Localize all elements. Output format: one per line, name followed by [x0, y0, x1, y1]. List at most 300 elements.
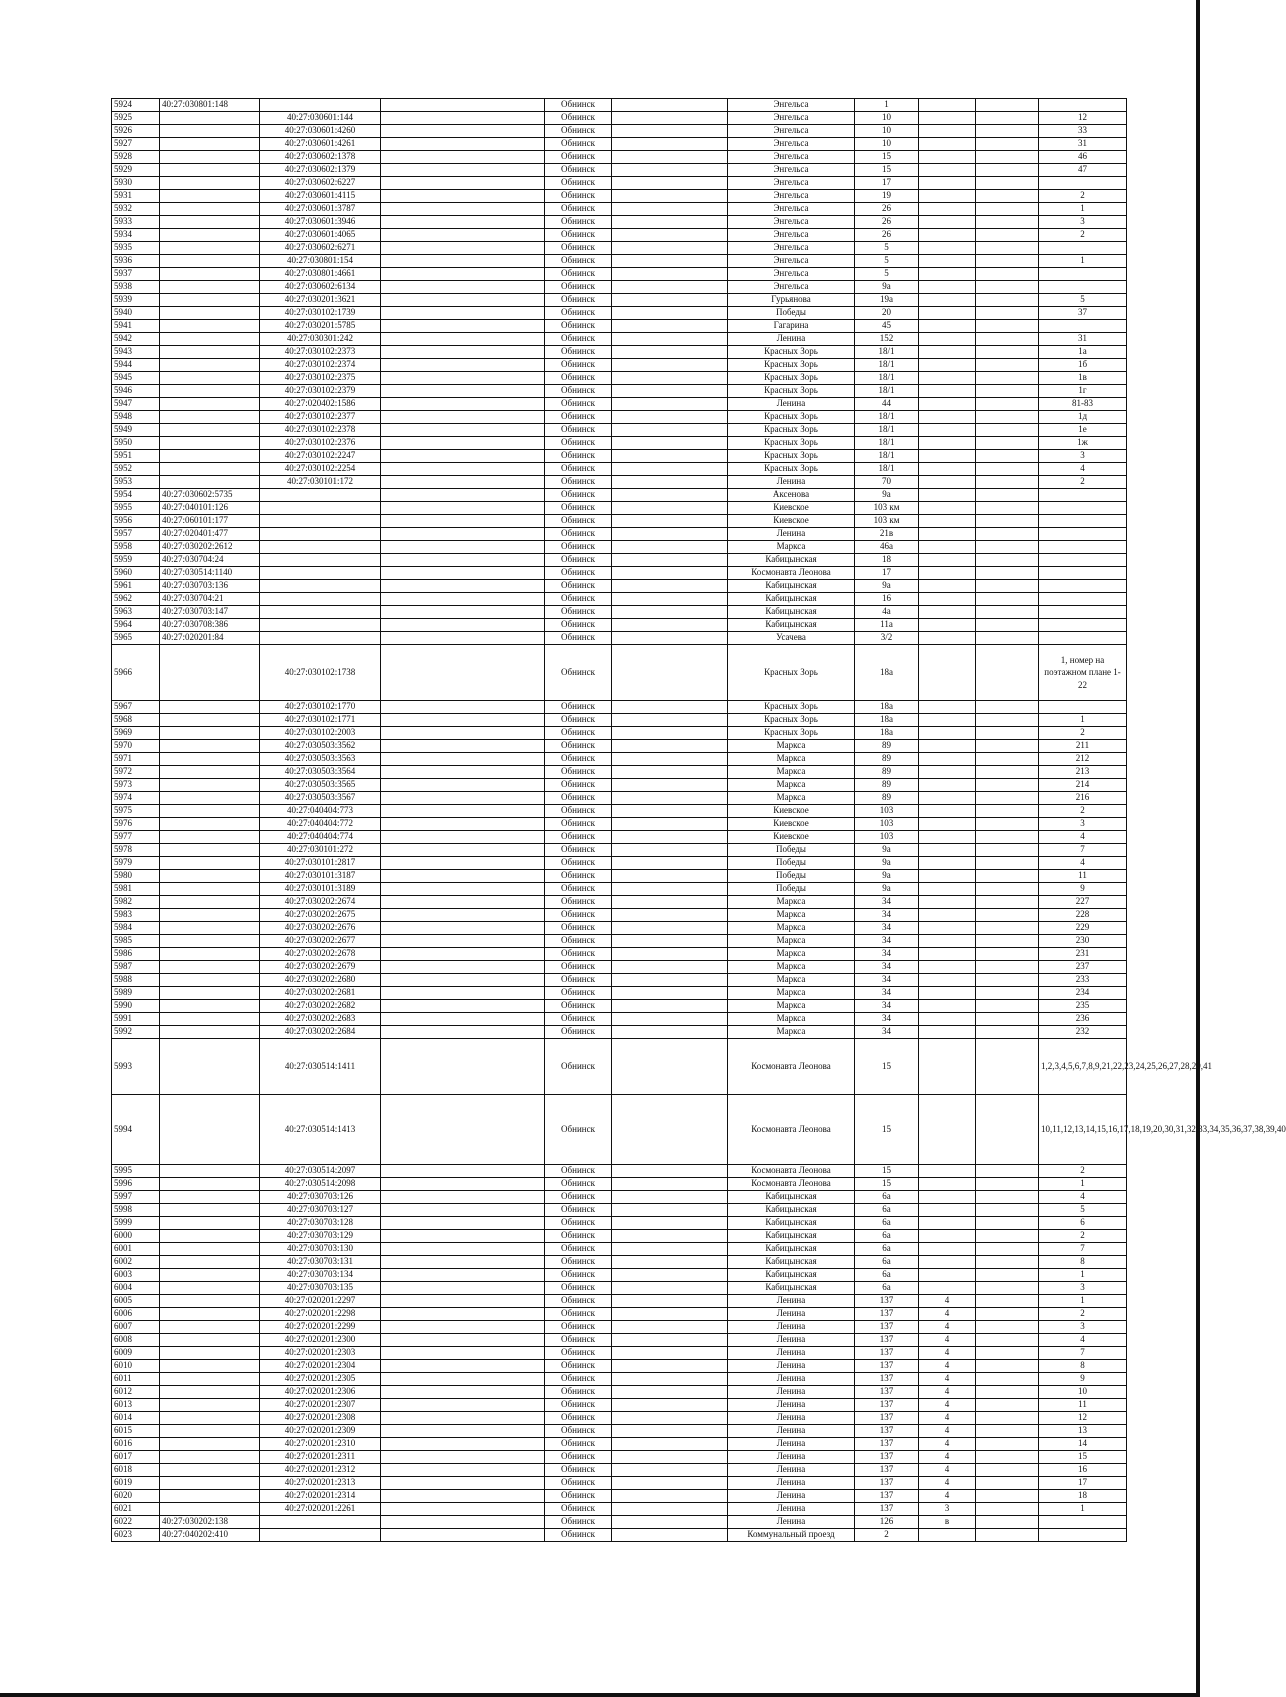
- table-cell: 5993: [112, 1039, 160, 1095]
- table-cell: 40:27:030704:24: [160, 554, 260, 567]
- table-row: [112, 740, 1127, 753]
- table-cell: [381, 528, 545, 541]
- table-cell: [976, 922, 1039, 935]
- table-cell: [919, 1013, 976, 1026]
- table-cell: Космонавта Леонова: [728, 567, 855, 580]
- table-cell: Обнинск: [545, 515, 612, 528]
- table-cell: [381, 1464, 545, 1477]
- table-cell: [612, 515, 728, 528]
- table-cell: 235: [1039, 1000, 1127, 1013]
- table-cell: 5947: [112, 398, 160, 411]
- table-cell: 236: [1039, 1013, 1127, 1026]
- table-cell: 9а: [855, 489, 919, 502]
- table-cell: 2: [1039, 805, 1127, 818]
- table-cell: 137: [855, 1321, 919, 1334]
- table-cell: [919, 1256, 976, 1269]
- table-row: [112, 229, 1127, 242]
- table-cell: [976, 1399, 1039, 1412]
- table-cell: [612, 1334, 728, 1347]
- table-cell: [919, 580, 976, 593]
- table-cell: Киевское: [728, 831, 855, 844]
- table-cell: [612, 242, 728, 255]
- table-cell: [612, 1386, 728, 1399]
- table-cell: 4: [919, 1477, 976, 1490]
- table-cell: 40:27:030102:2379: [260, 385, 381, 398]
- table-cell: Ленина: [728, 476, 855, 489]
- table-cell: [612, 307, 728, 320]
- table-cell: Обнинск: [545, 164, 612, 177]
- table-cell: Космонавта Леонова: [728, 1095, 855, 1165]
- table-cell: 18/1: [855, 463, 919, 476]
- table-cell: 5948: [112, 411, 160, 424]
- table-cell: [612, 1178, 728, 1191]
- table-cell: [612, 164, 728, 177]
- table-cell: [976, 528, 1039, 541]
- table-cell: 17: [855, 177, 919, 190]
- table-cell: [381, 1013, 545, 1026]
- table-cell: [260, 619, 381, 632]
- table-cell: [612, 320, 728, 333]
- table-cell: 6а: [855, 1230, 919, 1243]
- table-cell: [612, 1438, 728, 1451]
- table-cell: [160, 645, 260, 701]
- table-cell: Обнинск: [545, 974, 612, 987]
- table-cell: 1ж: [1039, 437, 1127, 450]
- table-row: [112, 151, 1127, 164]
- table-row: [112, 1000, 1127, 1013]
- table-row: [112, 268, 1127, 281]
- table-cell: [976, 740, 1039, 753]
- table-cell: 7: [1039, 1347, 1127, 1360]
- table-cell: [160, 1165, 260, 1178]
- table-cell: [381, 151, 545, 164]
- table-cell: 6003: [112, 1269, 160, 1282]
- table-cell: 137: [855, 1490, 919, 1503]
- table-cell: 4: [919, 1373, 976, 1386]
- table-cell: [160, 1095, 260, 1165]
- table-cell: 40:27:030202:2677: [260, 935, 381, 948]
- table-cell: [919, 359, 976, 372]
- table-cell: 89: [855, 753, 919, 766]
- table-cell: [976, 1191, 1039, 1204]
- table-cell: 34: [855, 961, 919, 974]
- table-cell: [1039, 632, 1127, 645]
- table-cell: [381, 1503, 545, 1516]
- table-cell: Красных Зорь: [728, 463, 855, 476]
- table-cell: [381, 216, 545, 229]
- table-cell: 81-83: [1039, 398, 1127, 411]
- table-cell: 40:27:030703:147: [160, 606, 260, 619]
- table-cell: [919, 727, 976, 740]
- table-cell: [160, 1256, 260, 1269]
- table-cell: Обнинск: [545, 541, 612, 554]
- table-cell: Гагарина: [728, 320, 855, 333]
- table-cell: [1039, 701, 1127, 714]
- table-cell: [919, 1230, 976, 1243]
- table-cell: Киевское: [728, 805, 855, 818]
- table-cell: Маркса: [728, 766, 855, 779]
- table-cell: [160, 1269, 260, 1282]
- table-cell: [1039, 593, 1127, 606]
- table-cell: [919, 1039, 976, 1095]
- table-cell: 5953: [112, 476, 160, 489]
- table-cell: [381, 177, 545, 190]
- table-cell: 5983: [112, 909, 160, 922]
- table-cell: Кабицынская: [728, 1269, 855, 1282]
- table-cell: [919, 476, 976, 489]
- table-cell: 234: [1039, 987, 1127, 1000]
- table-cell: Обнинск: [545, 1026, 612, 1039]
- table-cell: [919, 463, 976, 476]
- table-cell: [381, 190, 545, 203]
- table-cell: 40:27:030102:2378: [260, 424, 381, 437]
- table-cell: [381, 346, 545, 359]
- table-cell: 4: [919, 1399, 976, 1412]
- table-cell: [260, 580, 381, 593]
- table-row: [112, 554, 1127, 567]
- table-row: [112, 1438, 1127, 1451]
- table-cell: [612, 1256, 728, 1269]
- table-cell: 5994: [112, 1095, 160, 1165]
- table-cell: [919, 883, 976, 896]
- table-cell: 233: [1039, 974, 1127, 987]
- table-cell: Обнинск: [545, 753, 612, 766]
- table-cell: Обнинск: [545, 1095, 612, 1165]
- table-cell: 5958: [112, 541, 160, 554]
- table-cell: 5946: [112, 385, 160, 398]
- table-cell: Ленина: [728, 1334, 855, 1347]
- table-cell: [160, 1399, 260, 1412]
- table-cell: 5975: [112, 805, 160, 818]
- table-cell: Обнинск: [545, 359, 612, 372]
- table-cell: 6009: [112, 1347, 160, 1360]
- table-cell: 6000: [112, 1230, 160, 1243]
- table-cell: 137: [855, 1360, 919, 1373]
- table-cell: [381, 883, 545, 896]
- table-cell: [976, 1438, 1039, 1451]
- table-row: [112, 1386, 1127, 1399]
- table-cell: 5945: [112, 372, 160, 385]
- table-cell: [381, 1516, 545, 1529]
- table-cell: Обнинск: [545, 385, 612, 398]
- table-row: [112, 112, 1127, 125]
- table-cell: Победы: [728, 870, 855, 883]
- table-cell: 40:27:020201:2297: [260, 1295, 381, 1308]
- table-cell: [612, 554, 728, 567]
- table-cell: Ленина: [728, 1464, 855, 1477]
- table-cell: 5986: [112, 948, 160, 961]
- table-cell: [976, 1217, 1039, 1230]
- table-cell: Ленина: [728, 1425, 855, 1438]
- table-cell: [976, 1529, 1039, 1542]
- table-cell: Обнинск: [545, 593, 612, 606]
- table-cell: [381, 580, 545, 593]
- table-row: [112, 99, 1127, 112]
- table-cell: [260, 515, 381, 528]
- table-cell: Обнинск: [545, 831, 612, 844]
- table-cell: 40:27:030202:2612: [160, 541, 260, 554]
- table-cell: 5950: [112, 437, 160, 450]
- table-cell: [381, 1204, 545, 1217]
- table-cell: [160, 1191, 260, 1204]
- table-row: [112, 502, 1127, 515]
- table-cell: Победы: [728, 857, 855, 870]
- table-cell: 89: [855, 792, 919, 805]
- table-cell: Обнинск: [545, 255, 612, 268]
- table-cell: [976, 437, 1039, 450]
- table-cell: [612, 1321, 728, 1334]
- table-cell: 40:27:020201:2303: [260, 1347, 381, 1360]
- table-cell: 9а: [855, 870, 919, 883]
- table-cell: 40:27:030703:131: [260, 1256, 381, 1269]
- table-cell: [381, 1282, 545, 1295]
- table-cell: [381, 740, 545, 753]
- table-cell: 40:27:030703:126: [260, 1191, 381, 1204]
- table-cell: [612, 281, 728, 294]
- table-row: [112, 372, 1127, 385]
- table-cell: [612, 216, 728, 229]
- table-cell: 4: [1039, 857, 1127, 870]
- table-cell: 5970: [112, 740, 160, 753]
- table-cell: [160, 1295, 260, 1308]
- table-cell: [976, 151, 1039, 164]
- table-cell: 40:27:030102:2377: [260, 411, 381, 424]
- table-cell: 4: [919, 1490, 976, 1503]
- table-cell: [381, 1490, 545, 1503]
- table-cell: [976, 450, 1039, 463]
- table-cell: [160, 385, 260, 398]
- table-cell: Обнинск: [545, 909, 612, 922]
- table-cell: 40:27:030602:1379: [260, 164, 381, 177]
- table-cell: 5938: [112, 281, 160, 294]
- table-cell: 18а: [855, 714, 919, 727]
- table-cell: 40:27:030201:5785: [260, 320, 381, 333]
- table-cell: [612, 896, 728, 909]
- table-cell: 89: [855, 740, 919, 753]
- table-cell: 18/1: [855, 346, 919, 359]
- table-cell: Ленина: [728, 1503, 855, 1516]
- table-cell: Коммунальный проезд: [728, 1529, 855, 1542]
- table-cell: 10: [855, 112, 919, 125]
- table-cell: [919, 844, 976, 857]
- table-cell: Ленина: [728, 1399, 855, 1412]
- table-cell: Обнинск: [545, 476, 612, 489]
- table-cell: [976, 619, 1039, 632]
- table-cell: 1е: [1039, 424, 1127, 437]
- table-row: [112, 307, 1127, 320]
- table-cell: в: [919, 1516, 976, 1529]
- table-cell: 40:27:030202:2682: [260, 1000, 381, 1013]
- table-cell: [381, 857, 545, 870]
- table-row: [112, 1039, 1127, 1095]
- table-cell: [381, 1178, 545, 1191]
- table-cell: 40:27:020201:2304: [260, 1360, 381, 1373]
- table-cell: 5965: [112, 632, 160, 645]
- table-cell: 40:27:030602:6227: [260, 177, 381, 190]
- table-cell: [160, 151, 260, 164]
- table-cell: Обнинск: [545, 1412, 612, 1425]
- table-row: [112, 831, 1127, 844]
- table-cell: Ленина: [728, 1438, 855, 1451]
- table-cell: 40:27:020201:2306: [260, 1386, 381, 1399]
- table-cell: 15: [855, 1178, 919, 1191]
- table-cell: [976, 714, 1039, 727]
- table-row: [112, 727, 1127, 740]
- table-cell: 2: [1039, 190, 1127, 203]
- table-cell: Ленина: [728, 1412, 855, 1425]
- table-cell: [612, 151, 728, 164]
- table-cell: [381, 502, 545, 515]
- table-cell: [381, 1477, 545, 1490]
- table-cell: Красных Зорь: [728, 437, 855, 450]
- table-cell: 40:27:030301:242: [260, 333, 381, 346]
- table-cell: 40:27:020201:2312: [260, 1464, 381, 1477]
- table-cell: Гурьянова: [728, 294, 855, 307]
- table-cell: 5984: [112, 922, 160, 935]
- table-cell: Обнинск: [545, 1308, 612, 1321]
- table-cell: [919, 740, 976, 753]
- table-cell: [1039, 515, 1127, 528]
- table-cell: Обнинск: [545, 1321, 612, 1334]
- table-cell: [612, 489, 728, 502]
- table-cell: [612, 255, 728, 268]
- table-cell: 5989: [112, 987, 160, 1000]
- table-cell: 34: [855, 909, 919, 922]
- table-cell: [160, 359, 260, 372]
- table-cell: [1039, 1529, 1127, 1542]
- registry-table-body: [112, 99, 1286, 1542]
- table-cell: [919, 489, 976, 502]
- table-cell: Обнинск: [545, 580, 612, 593]
- table-cell: 103 км: [855, 515, 919, 528]
- table-cell: 5961: [112, 580, 160, 593]
- table-cell: [381, 398, 545, 411]
- table-cell: 137: [855, 1425, 919, 1438]
- table-cell: Красных Зорь: [728, 372, 855, 385]
- table-cell: 5967: [112, 701, 160, 714]
- table-cell: [919, 714, 976, 727]
- table-cell: 5930: [112, 177, 160, 190]
- table-cell: 4: [919, 1321, 976, 1334]
- table-cell: [381, 320, 545, 333]
- table-cell: [612, 450, 728, 463]
- table-cell: 6013: [112, 1399, 160, 1412]
- table-row: [112, 896, 1127, 909]
- table-cell: [381, 359, 545, 372]
- table-cell: [612, 632, 728, 645]
- table-cell: [976, 1165, 1039, 1178]
- table-cell: [976, 870, 1039, 883]
- table-cell: 5926: [112, 125, 160, 138]
- table-row: [112, 1425, 1127, 1438]
- table-cell: 5937: [112, 268, 160, 281]
- table-cell: 103: [855, 831, 919, 844]
- table-row: [112, 203, 1127, 216]
- table-cell: Ленина: [728, 1490, 855, 1503]
- table-cell: [381, 424, 545, 437]
- table-cell: [1039, 567, 1127, 580]
- table-cell: [160, 463, 260, 476]
- table-cell: Обнинск: [545, 554, 612, 567]
- table-cell: 137: [855, 1295, 919, 1308]
- table-cell: Ленина: [728, 333, 855, 346]
- table-cell: [612, 229, 728, 242]
- table-cell: 40:27:030202:138: [160, 1516, 260, 1529]
- table-cell: [612, 1026, 728, 1039]
- table-cell: 40:27:030704:21: [160, 593, 260, 606]
- table-cell: [612, 1490, 728, 1503]
- table-cell: [381, 112, 545, 125]
- table-cell: 10: [855, 138, 919, 151]
- table-cell: [976, 606, 1039, 619]
- table-cell: [976, 281, 1039, 294]
- table-cell: 40:27:030102:1771: [260, 714, 381, 727]
- table-cell: Обнинск: [545, 1334, 612, 1347]
- table-cell: [976, 987, 1039, 1000]
- table-cell: [160, 229, 260, 242]
- table-cell: [381, 1026, 545, 1039]
- table-cell: 5998: [112, 1204, 160, 1217]
- table-cell: [612, 1477, 728, 1490]
- table-cell: [919, 567, 976, 580]
- table-cell: [976, 255, 1039, 268]
- table-cell: 5976: [112, 818, 160, 831]
- table-cell: 5929: [112, 164, 160, 177]
- table-cell: 6а: [855, 1269, 919, 1282]
- table-cell: [976, 1308, 1039, 1321]
- table-row: [112, 463, 1127, 476]
- table-cell: 18/1: [855, 424, 919, 437]
- table-cell: 34: [855, 922, 919, 935]
- table-cell: [976, 424, 1039, 437]
- table-cell: 40:27:020201:2300: [260, 1334, 381, 1347]
- table-cell: [612, 779, 728, 792]
- table-row: [112, 805, 1127, 818]
- table-cell: 40:27:060101:177: [160, 515, 260, 528]
- table-cell: [260, 541, 381, 554]
- table-cell: Обнинск: [545, 242, 612, 255]
- table-cell: Обнинск: [545, 1347, 612, 1360]
- table-cell: 229: [1039, 922, 1127, 935]
- table-cell: Обнинск: [545, 190, 612, 203]
- table-cell: 5925: [112, 112, 160, 125]
- table-cell: 232: [1039, 1026, 1127, 1039]
- table-cell: [612, 1165, 728, 1178]
- table-cell: 6012: [112, 1386, 160, 1399]
- table-cell: [612, 190, 728, 203]
- table-cell: Обнинск: [545, 1477, 612, 1490]
- table-cell: Обнинск: [545, 1217, 612, 1230]
- table-cell: 5996: [112, 1178, 160, 1191]
- table-cell: Космонавта Леонова: [728, 1165, 855, 1178]
- table-cell: [160, 896, 260, 909]
- table-cell: 10: [1039, 1386, 1127, 1399]
- table-cell: [919, 268, 976, 281]
- table-cell: 5988: [112, 974, 160, 987]
- table-cell: [612, 818, 728, 831]
- table-cell: Энгельса: [728, 242, 855, 255]
- table-cell: [919, 935, 976, 948]
- table-cell: [381, 987, 545, 1000]
- table-cell: Маркса: [728, 909, 855, 922]
- table-cell: 6004: [112, 1282, 160, 1295]
- table-cell: 5969: [112, 727, 160, 740]
- table-cell: [919, 164, 976, 177]
- table-cell: [612, 606, 728, 619]
- table-cell: [919, 857, 976, 870]
- table-row: [112, 909, 1127, 922]
- table-cell: [381, 909, 545, 922]
